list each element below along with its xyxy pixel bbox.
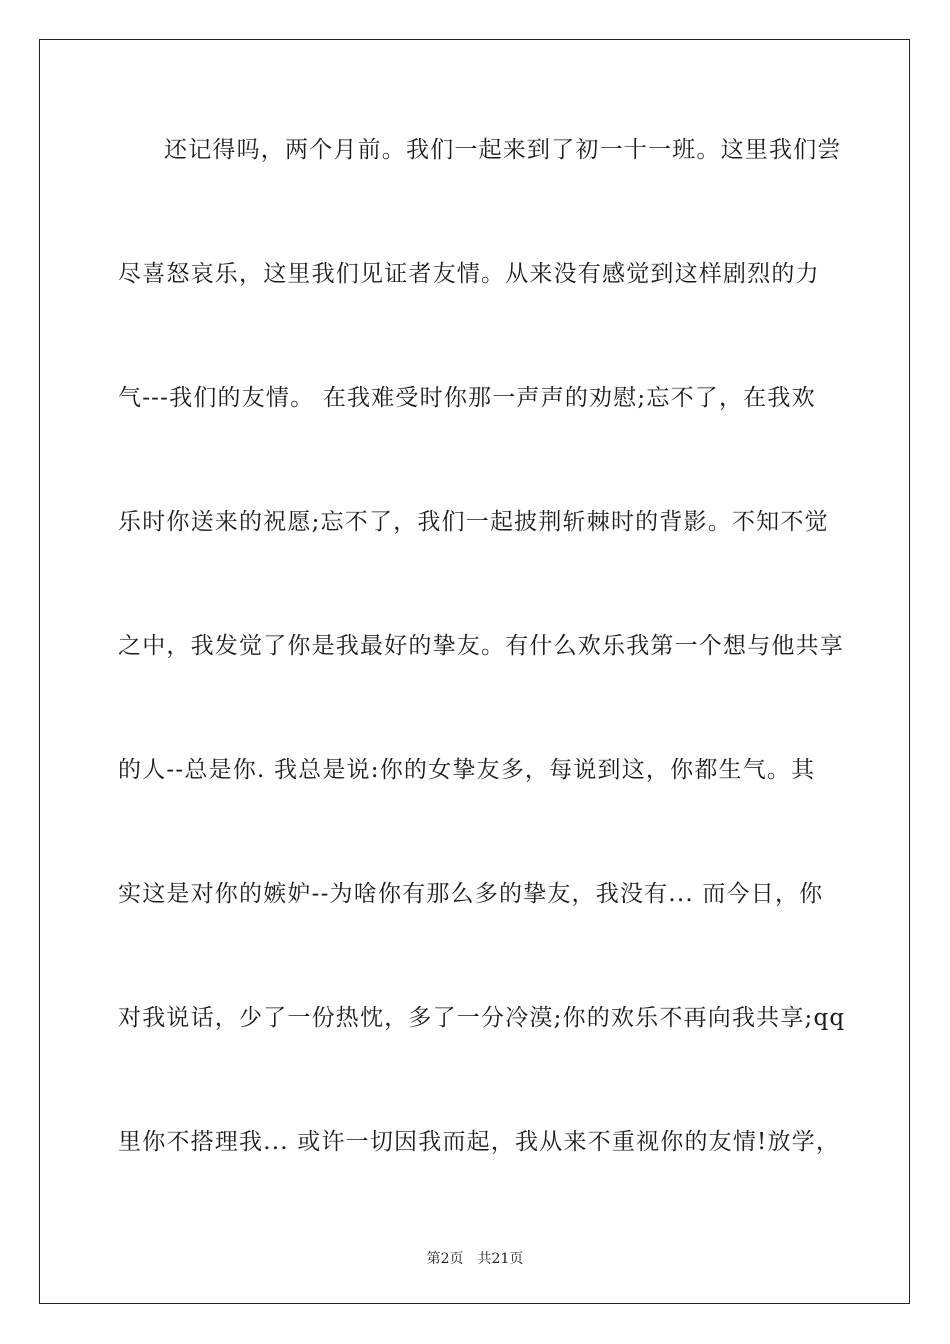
text-line: 对我说话，少了一份热忱，多了一分冷漠;你的欢乐不再向我共享;qq	[118, 1005, 846, 1031]
page-footer	[0, 1248, 950, 1268]
page-number: 第2页	[426, 1251, 464, 1267]
text-line: 的人--总是你. 我总是说:你的女挚友多，每说到这，你都生气。其	[118, 757, 816, 783]
text-line: 尽喜怒哀乐，这里我们见证者友情。从来没有感觉到这样剧烈的力	[118, 261, 820, 287]
text-line: 实这是对你的嫉妒--为啥你有那么多的挚友，我没有... 而今日，你	[118, 881, 824, 907]
text-line: 气---我们的友情。 在我难受时你那一声声的劝慰;忘不了，在我欢	[118, 385, 816, 411]
text-line: 里你不搭理我... 或许一切因我而起，我从来不重视你的友情!放学，	[118, 1129, 841, 1155]
text-line: 之中，我发觉了你是我最好的挚友。有什么欢乐我第一个想与他共享	[118, 633, 844, 659]
page-total: 共21页	[477, 1251, 524, 1267]
text-line: 还记得吗，两个月前。我们一起来到了初一十一班。这里我们尝	[164, 137, 842, 163]
text-line: 乐时你送来的祝愿;忘不了，我们一起披荆斩棘时的背影。不知不觉	[118, 509, 829, 535]
page-border	[39, 39, 910, 1304]
